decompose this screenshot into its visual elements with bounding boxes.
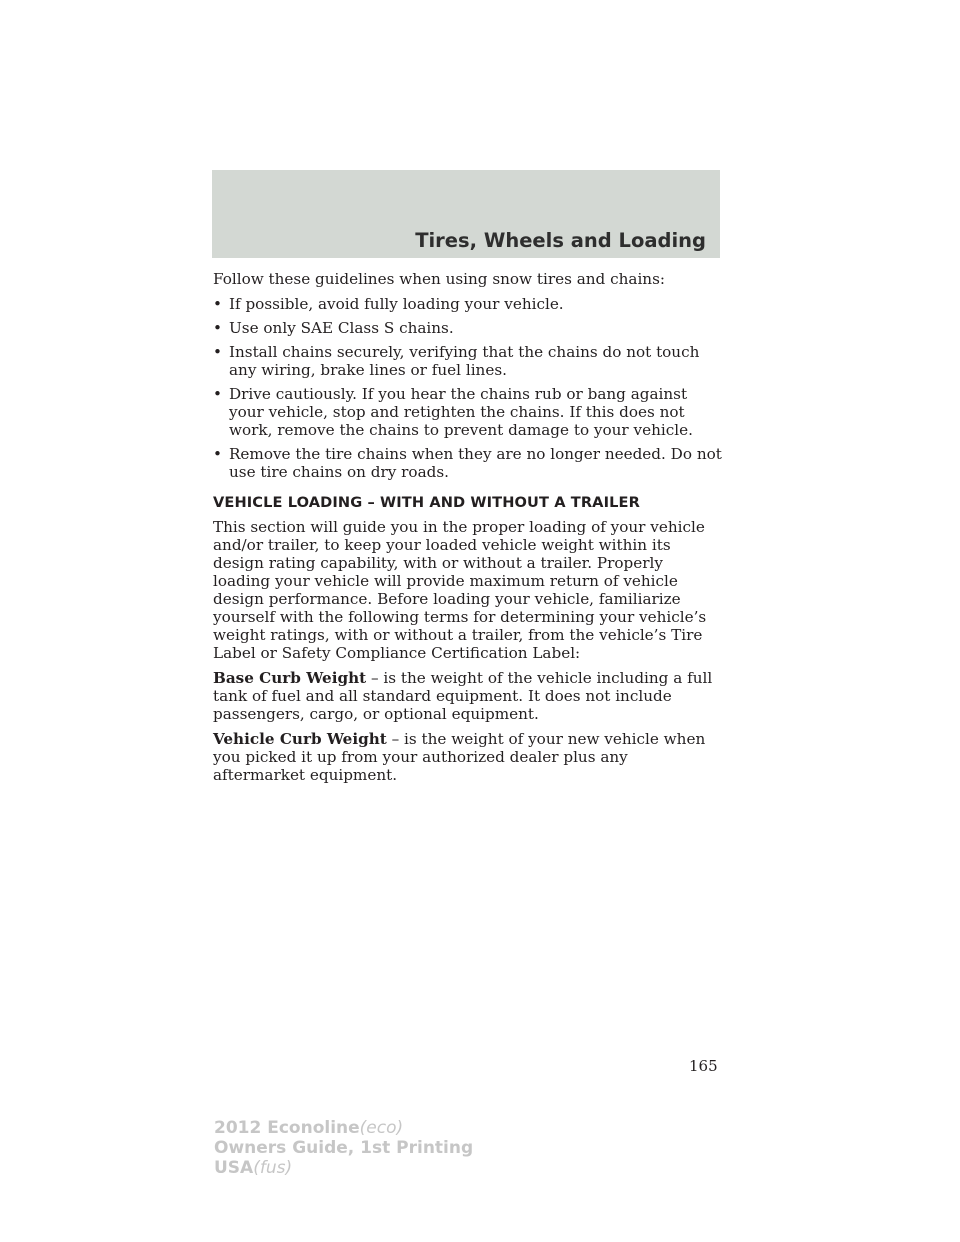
bullet-icon: •: [213, 445, 222, 463]
footer-line-3: [214, 1158, 473, 1178]
bullet-icon: •: [213, 343, 222, 361]
page-content: [213, 270, 723, 791]
vehicle-loading-heading: VEHICLE LOADING – WITH AND WITHOUT A TRAILER: [213, 494, 640, 511]
list-item: [213, 319, 723, 337]
page-number: 165: [689, 1057, 718, 1075]
section-title: Tires, Wheels and Loading: [415, 229, 706, 252]
list-item: [213, 385, 723, 439]
footer-edition: Owners Guide, 1st Printing: [214, 1138, 474, 1158]
bullet-icon: •: [213, 295, 222, 313]
list-item-text: Remove the tire chains when they are no longer needed. Do not use tire chains on dry roads.: [229, 445, 722, 481]
bullet-icon: •: [213, 385, 222, 403]
definition-term: Vehicle Curb Weight: [213, 730, 387, 748]
list-item: [213, 295, 723, 313]
footer-model-code: (eco): [359, 1118, 404, 1138]
intro-text: Follow these guidelines when using snow tires and chains:: [213, 270, 665, 288]
definition-text: – is the weight of your new vehicle when you picked it up from your authorized dealer plus any aftermarket equipment.: [213, 730, 706, 784]
list-item: [213, 343, 723, 379]
footer-line-2: [214, 1138, 473, 1158]
footer-market-code: (fus): [253, 1158, 293, 1178]
list-item: [213, 445, 723, 481]
definition-vehicle-curb-weight: [213, 730, 723, 784]
snow-chain-guidelines-list: [213, 295, 723, 481]
list-item-text: Install chains securely, verifying that the chains do not touch any wiring, brake lines or fuel lines.: [229, 343, 700, 379]
list-item-text: If possible, avoid fully loading your vehicle.: [229, 295, 564, 313]
footer-market: USA: [214, 1158, 254, 1178]
definition-text: – is the weight of the vehicle including a full tank of fuel and all standard equipment. It does not include passengers, cargo, or optional equipment.: [213, 669, 713, 723]
bullet-icon: •: [213, 319, 222, 337]
list-item-text: Drive cautiously. If you hear the chains rub or bang against your vehicle, stop and retighten the chains. If this does not work, remove the chains to prevent damage to your vehicle.: [229, 385, 693, 439]
vehicle-loading-paragraph: This section will guide you in the proper loading of your vehicle and/or trailer, to keep your loaded vehicle weight within its design rating capability, with or without a trailer. Properly loading your vehicle will provide maximum return of vehicle design performance. Before loading your vehicle, familiarize yourself with the following terms for determining your vehicle’s weight ratings, with or without a trailer, from the vehicle’s Tire Label or Safety Compliance Certification Label:: [213, 518, 707, 662]
definition-base-curb-weight: [213, 669, 723, 723]
list-item-text: Use only SAE Class S chains.: [229, 319, 454, 337]
footer-line-1: [214, 1118, 473, 1138]
header-band: [212, 170, 720, 258]
document-footer: [214, 1118, 473, 1178]
definition-term: Base Curb Weight: [213, 669, 367, 687]
footer-model: 2012 Econoline: [214, 1118, 360, 1138]
